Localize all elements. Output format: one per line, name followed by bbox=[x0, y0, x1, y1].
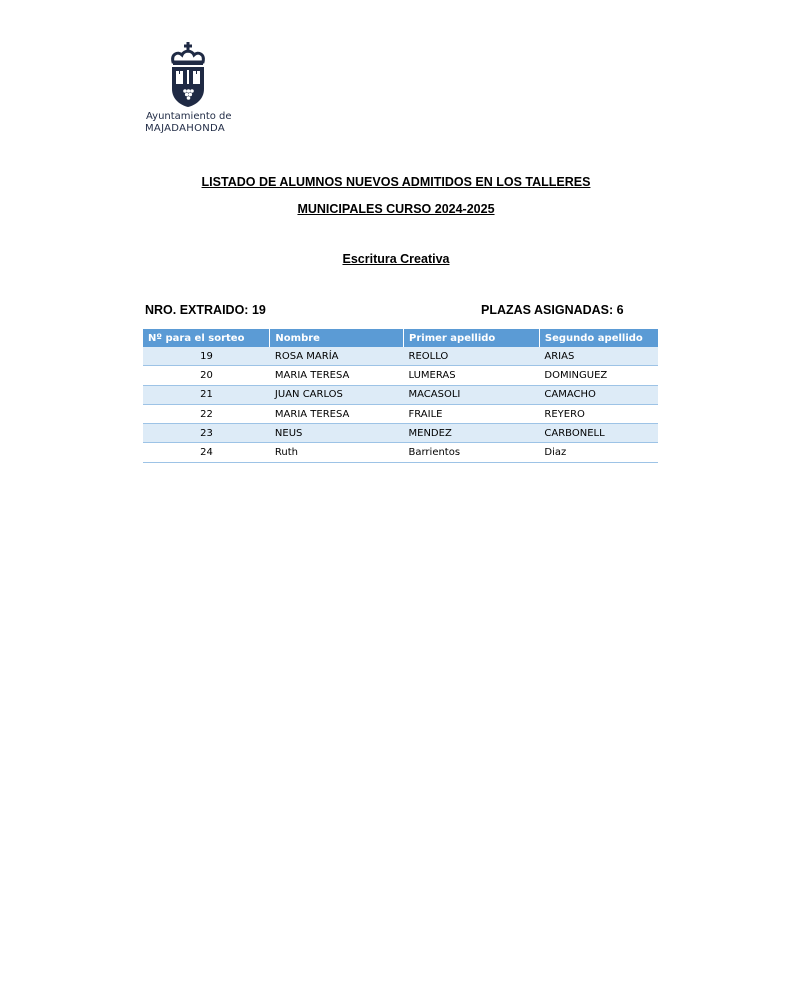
municipality-logo bbox=[144, 42, 234, 137]
cell-first-surname: REOLLO bbox=[404, 347, 540, 366]
cell-first-surname: Barrientos bbox=[404, 443, 540, 462]
cell-first-name: NEUS bbox=[270, 424, 404, 443]
cell-second-surname: DOMINGUEZ bbox=[539, 366, 658, 385]
extracted-number: NRO. EXTRAIDO: 19 bbox=[145, 303, 266, 317]
workshop-name: Escritura Creativa bbox=[342, 252, 450, 266]
document-title-line1: LISTADO DE ALUMNOS NUEVOS ADMITIDOS EN LOS TALLERES bbox=[201, 175, 591, 189]
logo-text-line1: Ayuntamiento de bbox=[146, 111, 232, 122]
table-row bbox=[143, 385, 658, 404]
table-row bbox=[143, 366, 658, 385]
admitted-students-table bbox=[143, 329, 658, 463]
cell-draw-number: 20 bbox=[143, 366, 270, 385]
cell-draw-number: 23 bbox=[143, 424, 270, 443]
cell-first-name: MARIA TERESA bbox=[270, 404, 404, 423]
column-header-first-surname: Primer apellido bbox=[404, 329, 540, 347]
table-row bbox=[143, 424, 658, 443]
column-header-second-surname: Segundo apellido bbox=[539, 329, 658, 347]
cell-draw-number: 22 bbox=[143, 404, 270, 423]
cell-draw-number: 21 bbox=[143, 385, 270, 404]
table-row bbox=[143, 404, 658, 423]
cell-first-name: MARIA TERESA bbox=[270, 366, 404, 385]
table-row bbox=[143, 443, 658, 462]
cell-second-surname: REYERO bbox=[539, 404, 658, 423]
document-title-line2: MUNICIPALES CURSO 2024-2025 bbox=[297, 202, 495, 216]
cell-first-surname: MACASOLI bbox=[404, 385, 540, 404]
cell-first-name: Ruth bbox=[270, 443, 404, 462]
cell-second-surname: CAMACHO bbox=[539, 385, 658, 404]
cell-second-surname: CARBONELL bbox=[539, 424, 658, 443]
cell-first-name: ROSA MARÍA bbox=[270, 347, 404, 366]
cell-draw-number: 24 bbox=[143, 443, 270, 462]
cell-first-name: JUAN CARLOS bbox=[270, 385, 404, 404]
coat-of-arms-icon bbox=[168, 42, 208, 108]
column-header-draw-number: Nº para el sorteo bbox=[143, 329, 270, 347]
cell-draw-number: 19 bbox=[143, 347, 270, 366]
logo-text-line2: MAJADAHONDA bbox=[145, 123, 225, 134]
cell-first-surname: MENDEZ bbox=[404, 424, 540, 443]
cell-first-surname: FRAILE bbox=[404, 404, 540, 423]
cell-second-surname: ARIAS bbox=[539, 347, 658, 366]
cell-first-surname: LUMERAS bbox=[404, 366, 540, 385]
table-row bbox=[143, 347, 658, 366]
column-header-first-name: Nombre bbox=[270, 329, 404, 347]
table-header-row bbox=[143, 329, 658, 347]
cell-second-surname: Diaz bbox=[539, 443, 658, 462]
assigned-places: PLAZAS ASIGNADAS: 6 bbox=[481, 303, 624, 317]
